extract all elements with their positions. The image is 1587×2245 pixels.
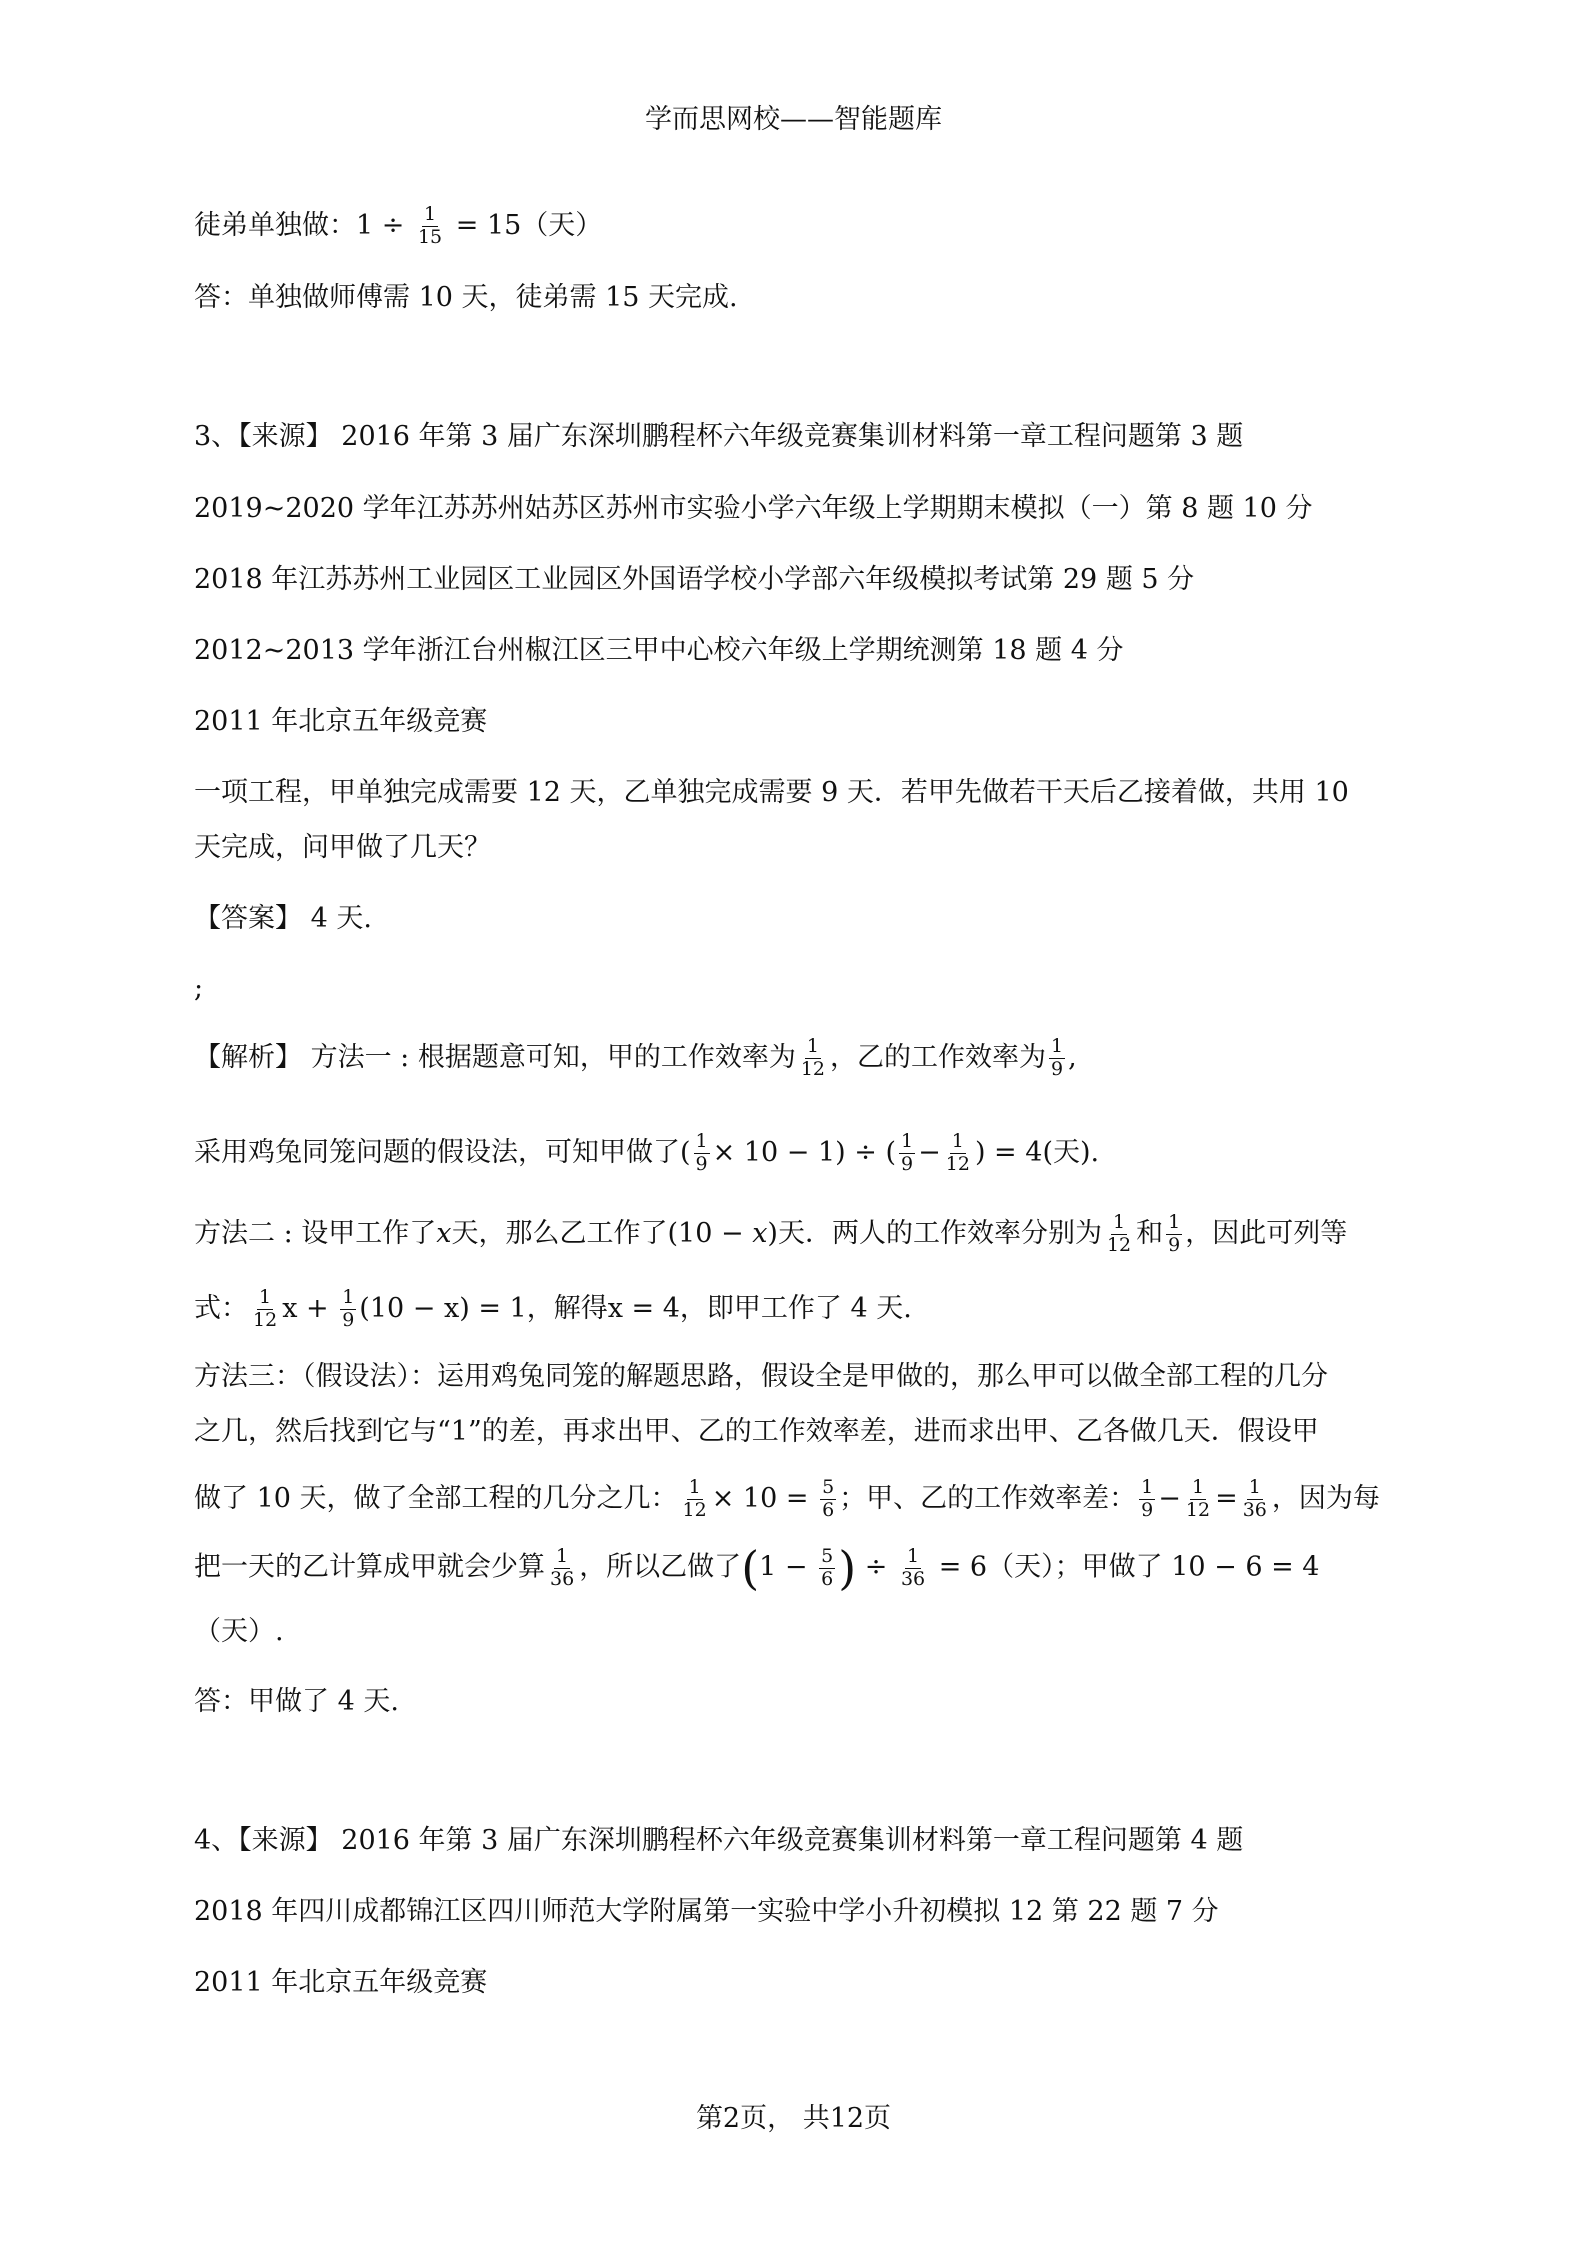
disciple-solo-line bbox=[194, 205, 602, 248]
q3-source-line: 2012~2013 学年浙江台州椒江区三甲中心校六年级上学期统测第 18 题 4 分 bbox=[194, 635, 1124, 666]
analysis-method3-line2: 之几，然后找到它与“1”的差，再求出甲、乙的工作效率差，进而求出甲、乙各做几天．假设甲 bbox=[194, 1416, 1319, 1447]
q4-source-line: 2011 年北京五年级竞赛 bbox=[194, 1967, 488, 1998]
q3-source-line: 2011 年北京五年级竞赛 bbox=[194, 706, 488, 737]
fraction: $\frac{1}{36}$ bbox=[900, 1544, 926, 1590]
q3-problem-line: 一项工程，甲单独完成需要 12 天，乙单独完成需要 9 天．若甲先做若干天后乙接着做，共用 10 bbox=[194, 777, 1349, 808]
fraction: $\frac{1}{9}$ bbox=[1168, 1211, 1181, 1256]
fraction: $\frac{1}{12}$ bbox=[1106, 1211, 1132, 1256]
fraction: $\frac{1}{9}$ bbox=[342, 1286, 355, 1331]
q3-answer: 【答案】 4 天. bbox=[194, 903, 372, 934]
analysis-method2-line2: 式： $\frac{1}{12}$ x + $\frac{1}{9}$ (10 − x) = 1，解得x = 4，即甲工作了 4 天. bbox=[194, 1286, 912, 1331]
analysis-method3-line5: （天）. bbox=[194, 1616, 284, 1647]
fraction: $\frac{1}{36}$ bbox=[550, 1544, 575, 1590]
q3-source-line: 2019~2020 学年江苏苏州姑苏区苏州市实验小学六年级上学期期末模拟（一）第 8 题 10 分 bbox=[194, 493, 1313, 524]
disciple-expr: 1 ÷ bbox=[356, 209, 413, 241]
fraction: $\frac{1}{12}$ bbox=[682, 1476, 707, 1521]
analysis-method1-line2: 采用鸡兔同笼问题的假设法，可知甲做了( $\frac{1}{9}$ × 10 − 1) ÷ ( $\frac{1}{9}$ − $\frac{1}{12}$ ) = 4(天). bbox=[194, 1130, 1100, 1175]
q3-problem-line: 天完成，问甲做了几天？ bbox=[194, 832, 491, 863]
analysis-method2-line1: 方法二 : 设甲工作了x天，那么乙工作了(10 − x)天．两人的工作效率分别为 $\frac{1}{12}$ 和 $\frac{1}{9}$ ，因此可列等 bbox=[194, 1211, 1348, 1256]
fraction: $\frac{1}{15}$ bbox=[417, 203, 443, 248]
fraction: $\frac{1}{12}$ bbox=[253, 1286, 278, 1331]
page-footer-number: 第2页， 共12页 bbox=[695, 2103, 892, 2134]
q4-source-line: 2018 年四川成都锦江区四川师范大学附属第一实验中学小升初模拟 12 第 22 题 7 分 bbox=[194, 1896, 1219, 1927]
fraction: $\frac{5}{6}$ bbox=[822, 1476, 835, 1521]
fraction: $\frac{5}{6}$ bbox=[821, 1544, 834, 1590]
fraction: $\frac{1}{12}$ bbox=[1185, 1476, 1211, 1521]
analysis-method3-line4: 把一天的乙计算成甲就会少算 $\frac{1}{36}$ ，所以乙做了(1 − $\frac{5}{6}$ ) ÷ $\frac{1}{36}$ = 6（天）；甲做了 10 − 6 = 4 bbox=[194, 1541, 1320, 1595]
fraction: $\frac{1}{12}$ bbox=[800, 1035, 826, 1080]
fraction: $\frac{1}{12}$ bbox=[945, 1130, 970, 1175]
analysis-method3-line3: 做了 10 天，做了全部工程的几分之几： $\frac{1}{12}$ × 10 = $\frac{5}{6}$ ；甲、乙的工作效率差： $\frac{1}{9}$ − $\frac{1}{12}$ = $\frac{1}{36}$ ，因为每 bbox=[194, 1476, 1380, 1521]
q3-source-line: 2018 年江苏苏州工业园区工业园区外国语学校小学部六年级模拟考试第 29 题 5 分 bbox=[194, 564, 1195, 595]
section2-answer: 答：单独做师傅需 10 天，徒弟需 15 天完成. bbox=[194, 282, 738, 313]
q4-source-line: 4、【来源】 2016 年第 3 届广东深圳鹏程杯六年级竞赛集训材料第一章工程问题第 4 题 bbox=[194, 1825, 1244, 1856]
analysis-method1-line1: 【解析】 方法一 : 根据题意可知，甲的工作效率为 $\frac{1}{12}$ ，乙的工作效率为 $\frac{1}{9}$ , bbox=[194, 1035, 1077, 1080]
fraction: $\frac{1}{9}$ bbox=[1051, 1035, 1064, 1080]
fraction: $\frac{1}{9}$ bbox=[1141, 1476, 1154, 1521]
fraction: $\frac{1}{9}$ bbox=[695, 1130, 708, 1175]
disciple-prefix: 徒弟单独做： bbox=[194, 209, 356, 241]
fraction: $\frac{1}{9}$ bbox=[901, 1130, 914, 1175]
q3-final-answer: 答：甲做了 4 天. bbox=[194, 1686, 399, 1717]
disciple-result: = 15（天） bbox=[447, 209, 603, 241]
analysis-method3-line1: 方法三：（假设法）：运用鸡兔同笼的解题思路，假设全是甲做的，那么甲可以做全部工程的几分 bbox=[194, 1361, 1328, 1392]
fraction: $\frac{1}{36}$ bbox=[1242, 1476, 1267, 1521]
q3-separator: ; bbox=[194, 973, 204, 1004]
page-header-title: 学而思网校——智能题库 bbox=[645, 104, 942, 135]
q3-source-line: 3、【来源】 2016 年第 3 届广东深圳鹏程杯六年级竞赛集训材料第一章工程问题第 3 题 bbox=[194, 421, 1244, 452]
